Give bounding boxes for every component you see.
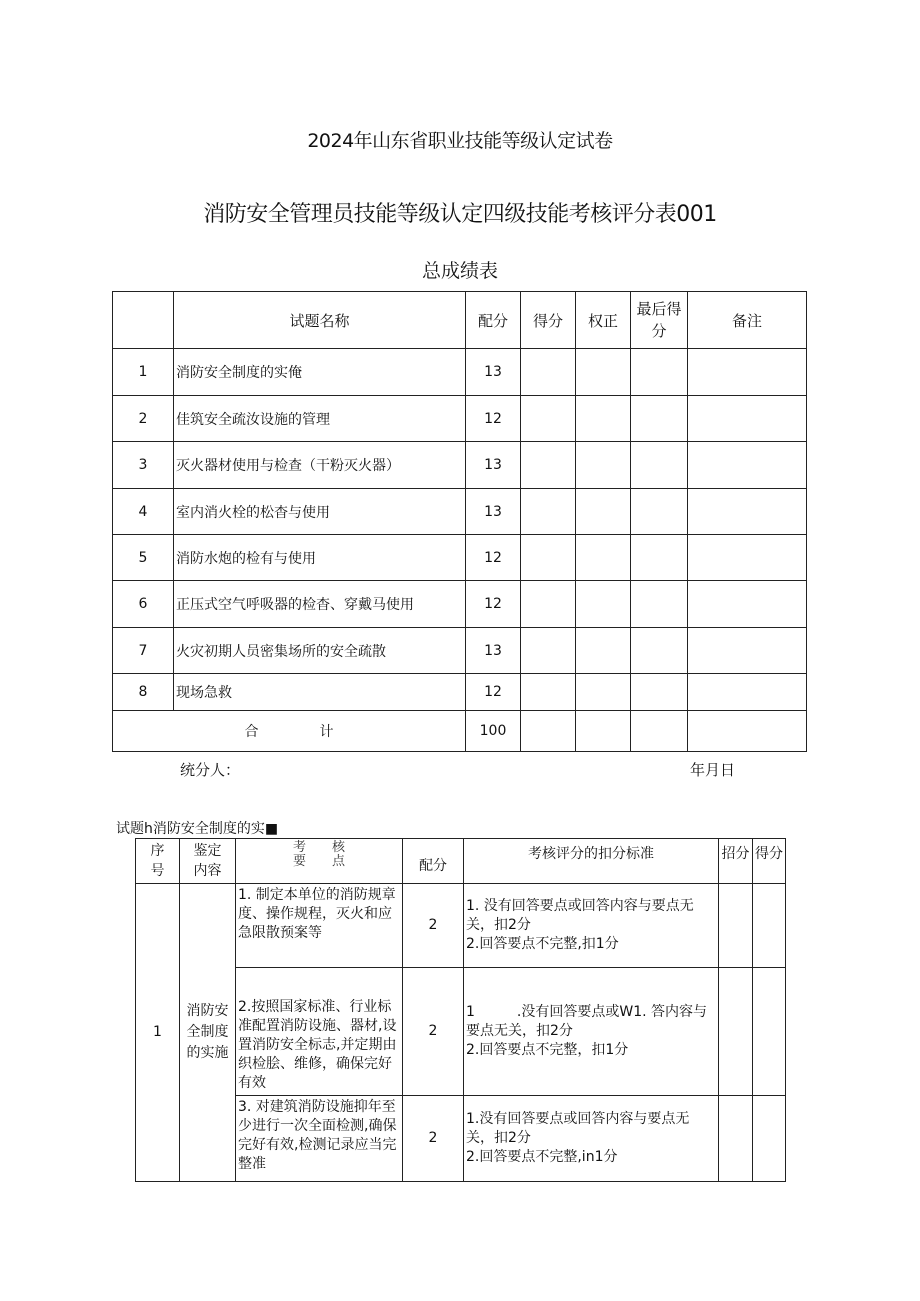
row-final-cell [631,349,688,396]
detail-point: 1. 制定本单位的消防规章度、操作规程，灭火和应急限散预案等 [236,884,403,968]
row-remarks-cell [688,349,807,396]
detail-col-criteria: 考核评分的扣分标准 [464,839,719,884]
date-label: 年月日 [690,761,736,779]
row-final-cell [631,489,688,535]
summary-table [112,291,807,752]
row-name: 正压式空气呼吸器的检杳、穿戴马使用 [174,581,466,628]
row-num: 6 [113,581,174,628]
row-score: 12 [466,535,521,581]
detail-col-points-line2: 要 点 [292,854,345,869]
detail-col-points [236,839,403,884]
row-score: 12 [466,581,521,628]
detail-row [136,884,786,968]
row-final-cell [631,674,688,711]
total-final-cell [631,711,688,752]
detail-score: 2 [403,968,464,1096]
col-num-header [113,292,174,349]
detail-score: 2 [403,884,464,968]
col-final-header [631,292,688,349]
table-row [113,442,807,489]
row-score: 13 [466,628,521,674]
criteria-line2: 2.回答要点不完整，扣1分 [466,1042,629,1058]
detail-col-deduct: 招分 [719,839,753,884]
detail-point: 3. 对建筑消防设施抑年至少进行一次全面检测,确保完好有效,检测记录应当完整准 [236,1096,403,1182]
detail-col-num-line1: 序 [150,843,165,859]
row-num: 1 [113,349,174,396]
exam-title: 2024年山东省职业技能等级认定试卷 [307,130,613,152]
row-num: 3 [113,442,174,489]
detail-got-cell [753,884,786,968]
detail-col-points-line1: 考 核 [292,840,345,855]
row-final-cell [631,396,688,442]
col-correct-header: 权正 [576,292,631,349]
detail-got-cell [753,968,786,1096]
table-row [113,349,807,396]
table-row [113,628,807,674]
row-correct-cell [576,535,631,581]
col-name-header: 试题名称 [174,292,466,349]
row-score: 13 [466,442,521,489]
row-got-cell [521,535,576,581]
row-correct-cell [576,674,631,711]
detail-col-num-line2: 号 [150,863,165,879]
row-got-cell [521,674,576,711]
col-final-header-line1: 最后得 [636,300,682,318]
table-row [113,674,807,711]
row-correct-cell [576,349,631,396]
total-row [113,711,807,752]
row-remarks-cell [688,535,807,581]
row-correct-cell [576,442,631,489]
detail-criteria [464,1096,719,1182]
row-num: 5 [113,535,174,581]
row-name: 灭火器材使用与检查（干粉灭火器） [174,442,466,489]
total-label-b: 计 [319,724,334,740]
detail-criteria [464,884,719,968]
detail-criteria [464,968,719,1096]
detail-col-num [136,839,180,884]
table-row [113,581,807,628]
col-got-header: 得分 [521,292,576,349]
row-name: 消防安全制度的实俺 [174,349,466,396]
detail-col-content-line1: 鉴定 [193,843,222,859]
detail-caption: 试题h消防安全制度的实■ [116,821,279,837]
col-final-header-line2: 分 [651,322,667,340]
row-final-cell [631,628,688,674]
detail-point: 2.按照国家标准、行业标准配置消防设施、器材,设置消防安全标志,并定期由织检脍、维修，确保完好有效 [236,968,403,1096]
scorer-label: 统分人： [180,761,241,779]
row-got-cell [521,628,576,674]
detail-deduct-cell [719,968,753,1096]
criteria-line1: 1 .没有回答要点或W1. 答内容与要点无关，扣2分 [466,1004,708,1039]
row-name: 火灾初期人员密集场所的安全疏散 [174,628,466,674]
table-row [113,396,807,442]
row-num: 4 [113,489,174,535]
detail-deduct-cell [719,884,753,968]
summary-header-row [113,292,807,349]
row-num: 2 [113,396,174,442]
row-correct-cell [576,396,631,442]
detail-score: 2 [403,1096,464,1182]
row-correct-cell [576,489,631,535]
row-remarks-cell [688,628,807,674]
total-label-a: 合 [244,724,259,740]
detail-col-got: 得分 [753,839,786,884]
table-row [113,535,807,581]
detail-num: 1 [136,884,180,1182]
row-got-cell [521,581,576,628]
row-score: 12 [466,674,521,711]
row-name: 室内消火栓的松杳与使用 [174,489,466,535]
row-remarks-cell [688,674,807,711]
row-remarks-cell [688,396,807,442]
detail-got-cell [753,1096,786,1182]
criteria-line1: 1. 没有回答要点或回答内容与要点无关，扣2分 [466,898,694,933]
row-name: 消防水炮的检有与使用 [174,535,466,581]
row-got-cell [521,442,576,489]
summary-title: 总成绩表 [421,260,498,282]
row-correct-cell [576,581,631,628]
row-got-cell [521,396,576,442]
detail-col-content-line2: 内容 [193,863,222,879]
row-remarks-cell [688,581,807,628]
detail-col-score: 配分 [403,839,464,884]
row-score: 12 [466,396,521,442]
col-remarks-header: 备注 [688,292,807,349]
row-remarks-cell [688,442,807,489]
row-correct-cell [576,628,631,674]
row-score: 13 [466,349,521,396]
row-got-cell [521,349,576,396]
criteria-line2: 2.回答要点不完整,in1分 [466,1149,618,1165]
row-num: 8 [113,674,174,711]
detail-deduct-cell [719,1096,753,1182]
detail-col-content [180,839,236,884]
row-final-cell [631,442,688,489]
total-got-cell [521,711,576,752]
row-final-cell [631,581,688,628]
row-name: 现场急救 [174,674,466,711]
score-sheet-title: 消防安全管理员技能等级认定四级技能考核评分表001 [203,202,717,227]
row-final-cell [631,535,688,581]
total-remarks-cell [688,711,807,752]
row-score: 13 [466,489,521,535]
row-name: 佳筑安全疏汝设施的管理 [174,396,466,442]
col-score-header: 配分 [466,292,521,349]
criteria-line1: 1.没有回答要点或回答内容与要点无关，扣2分 [466,1111,690,1146]
row-remarks-cell [688,489,807,535]
total-score: 100 [466,711,521,752]
row-got-cell [521,489,576,535]
detail-table [135,838,786,1182]
detail-content: 消防安全制度的实施 [180,884,236,1182]
table-row [113,489,807,535]
row-num: 7 [113,628,174,674]
total-correct-cell [576,711,631,752]
detail-header-row [136,839,786,884]
criteria-line2: 2.回答要点不完整,扣1分 [466,936,619,952]
total-label [113,711,466,752]
